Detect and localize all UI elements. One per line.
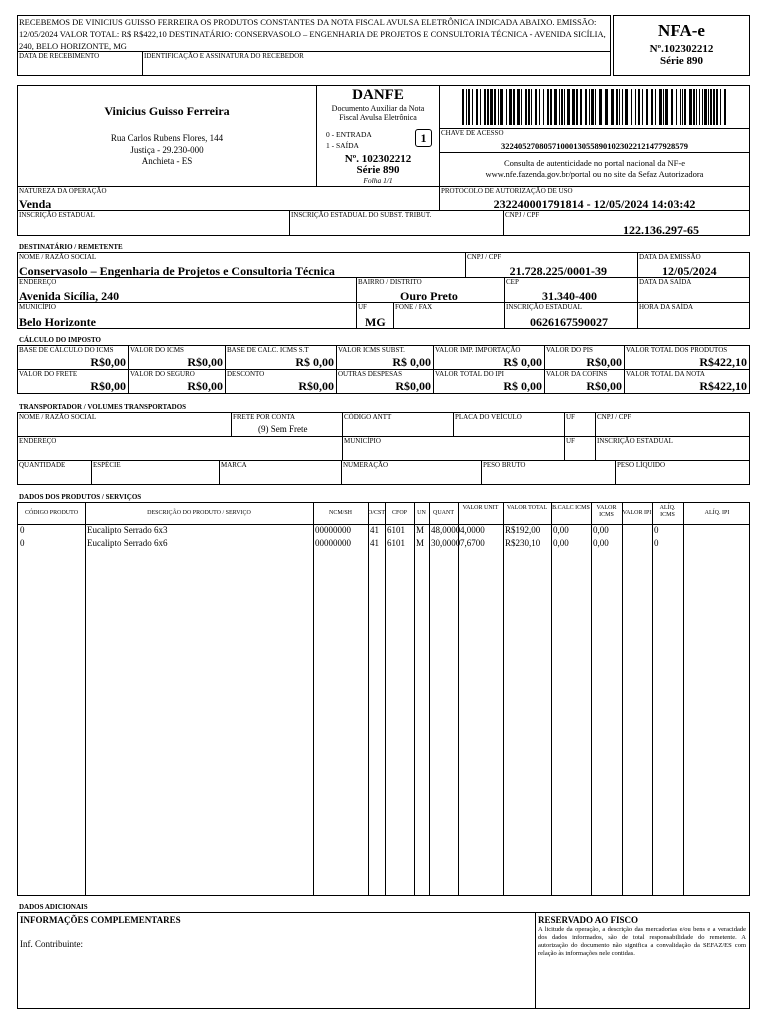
complementary-info-title: INFORMAÇÕES COMPLEMENTARES bbox=[20, 915, 181, 925]
net-weight-label: PESO LÍQUIDO bbox=[617, 461, 666, 469]
danfe-box bbox=[316, 85, 440, 187]
barcode-bar bbox=[484, 89, 486, 125]
products-cell-r1-c7: 48,0000 bbox=[431, 525, 461, 535]
tax-field-2-1 bbox=[17, 369, 129, 394]
tax-value: R$0,00 bbox=[298, 379, 334, 393]
reserved-fisco-title: RESERVADO AO FISCO bbox=[538, 915, 639, 925]
emitter-street: Rua Carlos Rubens Flores, 144 bbox=[110, 133, 224, 143]
products-column-divider bbox=[368, 503, 369, 895]
barcode-bar bbox=[554, 89, 557, 125]
recipient-city-value: Belo Horizonte bbox=[19, 315, 96, 329]
barcode-bar bbox=[550, 89, 552, 125]
gross-weight-label: PESO BRUTO bbox=[483, 461, 526, 469]
carrier-cnpj-label: CNPJ / CPF bbox=[597, 413, 632, 421]
tax-field-2-6 bbox=[544, 369, 625, 394]
tax-label: OUTRAS DESPESAS bbox=[338, 370, 402, 378]
barcode-bar bbox=[559, 89, 560, 125]
tax-field-1-6 bbox=[544, 345, 625, 370]
recipient-cep-label: CEP bbox=[506, 278, 519, 286]
tax-value: R$0,00 bbox=[90, 379, 126, 393]
barcode-bar bbox=[466, 89, 467, 125]
products-column-divider bbox=[652, 503, 653, 895]
products-cell-r2-c5: 6101 bbox=[387, 538, 405, 548]
carrier-city-field bbox=[342, 436, 565, 461]
emitter-name: Vinicius Guisso Ferreira bbox=[104, 104, 230, 118]
recipient-cnpj-value: 21.728.225/0001-39 bbox=[509, 264, 607, 278]
danfe-title: DANFE bbox=[352, 87, 404, 103]
barcode-bar bbox=[619, 89, 620, 125]
products-cell-r1-c9: R$192,00 bbox=[505, 525, 541, 535]
barcode-bar bbox=[710, 89, 712, 125]
danfe-exit: 1 - SAÍDA bbox=[326, 141, 359, 150]
barcode-bar bbox=[513, 89, 515, 125]
carrier-uf2-field bbox=[564, 436, 596, 461]
barcode-bar bbox=[509, 89, 512, 125]
tax-value: R$ 0,00 bbox=[503, 379, 542, 393]
nfa-title: NFA-e bbox=[658, 21, 705, 40]
products-header-13: ALÍQ. ICMS bbox=[659, 505, 676, 518]
emitter-cnpj-field bbox=[503, 210, 750, 236]
carrier-ie-label: INSCRIÇÃO ESTADUAL bbox=[597, 437, 673, 445]
products-header-12: VALOR IPI bbox=[622, 510, 652, 516]
barcode-bar bbox=[498, 89, 499, 125]
products-cell-r2-c13: 0 bbox=[654, 538, 659, 548]
emission-date-value: 12/05/2024 bbox=[662, 264, 717, 278]
products-cell-r2-c8: 7,6700 bbox=[460, 538, 485, 548]
products-cell-r1-c8: 4,0000 bbox=[460, 525, 485, 535]
tax-field-1-2 bbox=[128, 345, 226, 370]
barcode-bar bbox=[564, 89, 565, 125]
products-cell-r2-c11: 0,00 bbox=[593, 538, 609, 548]
ie-st-label: INSCRIÇÃO ESTADUAL DO SUBST. TRIBUT. bbox=[291, 211, 432, 219]
recipient-city-label: MUNICÍPIO bbox=[19, 303, 56, 311]
recipient-ie-value: 0626167590027 bbox=[530, 315, 608, 329]
recipient-address-label: ENDEREÇO bbox=[19, 278, 57, 286]
tax-field-2-3 bbox=[225, 369, 337, 394]
products-table bbox=[17, 502, 750, 896]
carrier-address-field bbox=[17, 436, 343, 461]
protocol-field bbox=[439, 186, 750, 211]
barcode-bar bbox=[535, 89, 537, 125]
recipient-ie-field bbox=[504, 302, 638, 329]
products-cell-r1-c6: M bbox=[416, 525, 425, 535]
tax-field-1-7 bbox=[624, 345, 750, 370]
emitter-box bbox=[17, 85, 317, 187]
barcode-bar bbox=[676, 89, 677, 125]
tax-field-2-5 bbox=[433, 369, 545, 394]
emitter-cnpj-value: 122.136.297-65 bbox=[623, 223, 699, 237]
products-cell-r1-c1: 0 bbox=[20, 525, 25, 535]
products-column-divider bbox=[385, 503, 386, 895]
ie-field bbox=[17, 210, 290, 236]
recipient-name-value: Conservasolo – Engenharia de Projetos e Consultoria Técnica bbox=[19, 264, 335, 278]
barcode-bar bbox=[472, 89, 473, 125]
exit-date-label: DATA DA SAÍDA bbox=[639, 278, 692, 286]
barcode-bar bbox=[720, 89, 721, 125]
barcode-bar bbox=[699, 89, 700, 125]
products-cell-r1-c10: 0,00 bbox=[553, 525, 569, 535]
additional-section-title: DADOS ADICIONAIS bbox=[19, 903, 88, 911]
barcode-bar bbox=[665, 89, 668, 125]
freight-field bbox=[231, 412, 343, 437]
recipient-uf-value: MG bbox=[365, 315, 386, 329]
tax-label: DESCONTO bbox=[227, 370, 265, 378]
barcode-bar bbox=[605, 89, 608, 125]
products-cell-r2-c2: Eucalipto Serrado 6x6 bbox=[87, 538, 168, 548]
carrier-uf-field bbox=[564, 412, 596, 437]
products-column-divider bbox=[622, 503, 623, 895]
products-cell-r1-c5: 6101 bbox=[387, 525, 405, 535]
tax-label: VALOR TOTAL DO IPI bbox=[435, 370, 504, 378]
emitter-city: Anchieta - ES bbox=[141, 156, 193, 166]
tax-label: VALOR DA COFINS bbox=[546, 370, 608, 378]
products-cell-r1-c13: 0 bbox=[654, 525, 659, 535]
products-header-2: DESCRIÇÃO DO PRODUTO / SERVIÇO bbox=[147, 510, 251, 516]
tax-field-1-3 bbox=[225, 345, 337, 370]
products-column-divider bbox=[683, 503, 684, 895]
tax-label: VALOR TOTAL DA NOTA bbox=[626, 370, 705, 378]
carrier-cnpj-field bbox=[595, 412, 750, 437]
danfe-subtitle-1: Documento Auxiliar da Nota bbox=[331, 104, 425, 113]
receipt-text: RECEBEMOS DE VINICIUS GUISSO FERREIRA OS PRODUTOS CONSTANTES DA NOTA FISCAL AVULSA ELETRÔNICA INDICADA ABAIXO. EMISSÃO: 12/05/2024 VALOR TOTAL: R$ R$422,10 DESTINATÁRIO: CONSERVASOLO – ENGENHARIA DE PROJETOS E CONSULTORIA TÉCNICA - AVENIDA SICÍLIA, 240, BELO HORIZONTE, MG bbox=[19, 17, 606, 51]
products-column-divider bbox=[313, 503, 314, 895]
tax-field-1-4 bbox=[336, 345, 434, 370]
barcode-bar bbox=[684, 89, 686, 125]
carrier-ie-field bbox=[595, 436, 750, 461]
products-column-divider bbox=[429, 503, 430, 895]
products-cell-r2-c4: 41 bbox=[370, 538, 379, 548]
ie-st-field bbox=[289, 210, 504, 236]
barcode-bar bbox=[580, 89, 582, 125]
protocol-value: 232240001791814 - 12/05/2024 14:03:42 bbox=[493, 197, 696, 211]
emitter-district: Justiça - 29.230-000 bbox=[130, 145, 204, 155]
recipient-phone-field bbox=[393, 302, 505, 329]
products-header-4: O/CST bbox=[368, 510, 386, 516]
barcode-bar bbox=[543, 89, 544, 125]
products-header-6: UN bbox=[417, 510, 426, 516]
products-cell-r1-c4: 41 bbox=[370, 525, 379, 535]
recipient-city-field bbox=[17, 302, 357, 329]
products-header-8: VALOR UNIT bbox=[462, 505, 499, 511]
tax-value: R$422,10 bbox=[699, 379, 747, 393]
products-column-divider bbox=[414, 503, 415, 895]
receipt-signature-label: IDENTIFICAÇÃO E ASSINATURA DO RECEBEDOR bbox=[144, 52, 304, 60]
receipt-date-label: DATA DE RECEBIMENTO bbox=[19, 52, 100, 60]
complementary-info-text: Inf. Contribuinte: bbox=[20, 939, 83, 949]
access-key-value[interactable]: 32240527080571000130558901023022121477928579 bbox=[501, 141, 688, 151]
nature-value: Venda bbox=[19, 197, 52, 211]
products-cell-r1-c2: Eucalipto Serrado 6x3 bbox=[87, 525, 168, 535]
tax-label: BASE DE CÁLCULO DO ICMS bbox=[19, 346, 114, 354]
danfe-entry: 0 - ENTRADA bbox=[326, 130, 372, 139]
barcode-bar bbox=[651, 89, 653, 125]
exit-date-field bbox=[637, 277, 750, 303]
recipient-district-value: Ouro Preto bbox=[400, 289, 458, 303]
tax-label: VALOR DO PIS bbox=[546, 346, 593, 354]
products-header-10: B.CALC ICMS bbox=[552, 505, 590, 511]
barcode-bar bbox=[506, 89, 507, 125]
tax-label: VALOR DO SEGURO bbox=[130, 370, 195, 378]
reserved-fisco-text: A licitude da operação, a descrição das mercadorias e/ou bens e a veracidade dos dados informados, são de total responsabilidade do remetente. A autorização do documento não significa a convalidação da SEFAZ/ES com relação às informações nele contidas. bbox=[538, 926, 746, 957]
tax-field-2-7 bbox=[624, 369, 750, 394]
barcode-bar bbox=[696, 89, 697, 125]
barcode-bar bbox=[589, 89, 590, 125]
barcode-bar bbox=[625, 89, 628, 125]
barcode-bar bbox=[567, 89, 570, 125]
barcode-bar bbox=[591, 89, 594, 125]
tax-field-2-4 bbox=[336, 369, 434, 394]
barcode-bar bbox=[635, 89, 636, 125]
products-cell-r2-c1: 0 bbox=[20, 538, 25, 548]
carrier-city-label: MUNICÍPIO bbox=[344, 437, 381, 445]
receipt-date-field[interactable] bbox=[17, 51, 143, 76]
barcode-bar bbox=[689, 89, 692, 125]
barcode-bar bbox=[642, 89, 643, 125]
barcode-bar bbox=[476, 89, 478, 125]
barcode-bar bbox=[682, 89, 683, 125]
recipient-ie-label: INSCRIÇÃO ESTADUAL bbox=[506, 303, 582, 311]
tax-value: R$ 0,00 bbox=[392, 355, 431, 369]
products-column-divider bbox=[503, 503, 504, 895]
volume-numbering-label: NUMERAÇÃO bbox=[343, 461, 389, 469]
barcode-bar bbox=[539, 89, 540, 125]
barcode-bar bbox=[585, 89, 587, 125]
recipient-district-field bbox=[356, 277, 505, 303]
protocol-label: PROTOCOLO DE AUTORIZAÇÃO DE USO bbox=[441, 187, 573, 195]
barcode-bar bbox=[561, 89, 563, 125]
volume-numbering-field bbox=[341, 460, 482, 485]
products-header-14: ALÍQ. IPI bbox=[704, 510, 730, 516]
carrier-address-label: ENDEREÇO bbox=[19, 437, 57, 445]
barcode-bar bbox=[704, 89, 707, 125]
barcode-bar bbox=[494, 89, 496, 125]
recipient-phone-label: FONE / FAX bbox=[395, 303, 433, 311]
emitter-cnpj-label: CNPJ / CPF bbox=[505, 211, 540, 219]
products-column-divider bbox=[85, 503, 86, 895]
products-column-divider bbox=[551, 503, 552, 895]
products-header-7: QUANT bbox=[433, 510, 454, 516]
barcode-bar bbox=[595, 89, 596, 125]
tax-value: R$0,00 bbox=[187, 355, 223, 369]
consult-box bbox=[439, 152, 750, 187]
emission-date-field bbox=[637, 252, 750, 278]
antt-field bbox=[342, 412, 454, 437]
tax-value: R$ 0,00 bbox=[295, 355, 334, 369]
danfe-type-box: 1 bbox=[415, 129, 432, 147]
carrier-name-field bbox=[17, 412, 232, 437]
exit-time-label: HORA DA SAÍDA bbox=[639, 303, 694, 311]
recipient-section-title: DESTINATÁRIO / REMETENTE bbox=[19, 243, 123, 251]
plate-label: PLACA DO VEÍCULO bbox=[455, 413, 522, 421]
danfe-number: Nº. 102302212 bbox=[344, 153, 412, 165]
barcode-bar bbox=[680, 89, 681, 125]
products-section-title: DADOS DOS PRODUTOS / SERVIÇOS bbox=[19, 493, 142, 501]
tax-value: R$0,00 bbox=[395, 379, 431, 393]
barcode-bar bbox=[724, 89, 726, 125]
barcode-bar bbox=[616, 89, 618, 125]
barcode-bar bbox=[490, 89, 493, 125]
freight-value: (9) Sem Frete bbox=[258, 424, 308, 434]
net-weight-field bbox=[615, 460, 750, 485]
barcode-bar bbox=[572, 89, 575, 125]
recipient-uf-label: UF bbox=[358, 303, 367, 311]
barcode-bar bbox=[611, 89, 614, 125]
barcode-bar bbox=[663, 89, 664, 125]
barcode-bar bbox=[638, 89, 640, 125]
tax-field-2-2 bbox=[128, 369, 226, 394]
freight-label: FRETE POR CONTA bbox=[233, 413, 296, 421]
barcode-bar bbox=[708, 89, 709, 125]
tax-label: VALOR DO ICMS bbox=[130, 346, 184, 354]
carrier-uf-label: UF bbox=[566, 413, 575, 421]
tax-value: R$422,10 bbox=[699, 355, 747, 369]
danfe-page: Folha 1/1 bbox=[363, 176, 393, 185]
access-key-box bbox=[439, 128, 750, 153]
nature-label: NATUREZA DA OPERAÇÃO bbox=[19, 187, 107, 195]
barcode-bar bbox=[528, 89, 530, 125]
volume-brand-label: MARCA bbox=[221, 461, 247, 469]
products-header-3: NCM/SH bbox=[328, 510, 352, 516]
danfe-series: Série 890 bbox=[356, 164, 400, 176]
barcode-bar bbox=[631, 89, 632, 125]
barcode-image bbox=[440, 86, 749, 128]
recipient-name-label: NOME / RAZÃO SOCIAL bbox=[19, 253, 97, 261]
products-column-divider bbox=[591, 503, 592, 895]
barcode-bar bbox=[531, 89, 532, 125]
recipient-uf-field bbox=[356, 302, 394, 329]
products-cell-r1-c11: 0,00 bbox=[593, 525, 609, 535]
barcode-bar bbox=[521, 89, 522, 125]
recipient-address-value: Avenida Sicília, 240 bbox=[19, 289, 120, 303]
barcode-bar bbox=[713, 89, 715, 125]
tax-field-1-1 bbox=[17, 345, 129, 370]
tax-value: R$ 0,00 bbox=[503, 355, 542, 369]
tax-label: VALOR IMP. IMPORTAÇÃO bbox=[435, 346, 521, 354]
products-cell-r2-c3: 00000000 bbox=[315, 538, 351, 548]
tax-value: R$0,00 bbox=[187, 379, 223, 393]
products-cell-r2-c10: 0,00 bbox=[553, 538, 569, 548]
antt-label: CÓDIGO ANTT bbox=[344, 413, 392, 421]
products-header-5: CFOP bbox=[391, 510, 407, 516]
products-cell-r2-c7: 30,0000 bbox=[431, 538, 461, 548]
tax-label: VALOR DO FRETE bbox=[19, 370, 78, 378]
carrier-name-label: NOME / RAZÃO SOCIAL bbox=[19, 413, 97, 421]
tax-label: BASE DE CALC. ICMS S.T bbox=[227, 346, 309, 354]
recipient-cep-field bbox=[504, 277, 638, 303]
consult-line-2: www.nfe.fazenda.gov.br/portal ou no site da Sefaz Autorizadora bbox=[485, 169, 704, 179]
barcode-bar bbox=[480, 89, 481, 125]
barcode-bar bbox=[646, 89, 648, 125]
ie-label: INSCRIÇÃO ESTADUAL bbox=[19, 211, 95, 219]
nfa-series: Série 890 bbox=[659, 55, 704, 67]
recipient-address-field bbox=[17, 277, 357, 303]
plate-field bbox=[453, 412, 565, 437]
products-column-divider bbox=[458, 503, 459, 895]
barcode-box bbox=[439, 85, 750, 129]
tax-label: VALOR ICMS SUBST. bbox=[338, 346, 405, 354]
nfa-box bbox=[613, 15, 750, 76]
volume-species-label: ESPÉCIE bbox=[93, 461, 121, 469]
emission-date-label: DATA DA EMISSÃO bbox=[639, 253, 701, 261]
tax-value: R$0,00 bbox=[90, 355, 126, 369]
products-header-11: VALOR ICMS bbox=[596, 505, 617, 518]
recipient-name-field bbox=[17, 252, 466, 278]
barcode-bar bbox=[693, 89, 695, 125]
tax-field-1-5 bbox=[433, 345, 545, 370]
tax-value: R$0,00 bbox=[586, 355, 622, 369]
recipient-cnpj-field bbox=[465, 252, 638, 278]
volume-qty-label: QUANTIDADE bbox=[19, 461, 66, 469]
reserved-fisco-box bbox=[535, 912, 750, 1009]
tax-label: VALOR TOTAL DOS PRODUTOS bbox=[626, 346, 728, 354]
products-cell-r2-c6: M bbox=[416, 538, 425, 548]
volume-brand-field bbox=[219, 460, 342, 485]
consult-line-1: Consulta de autenticidade no portal nacional da NF-e bbox=[503, 158, 686, 168]
receipt-signature-field[interactable] bbox=[142, 51, 611, 76]
barcode-bar bbox=[659, 89, 662, 125]
volume-qty-field bbox=[17, 460, 92, 485]
barcode-bar bbox=[576, 89, 578, 125]
products-cell-r1-c3: 00000000 bbox=[315, 525, 351, 535]
barcode-bar bbox=[599, 89, 602, 125]
products-cell-r2-c9: R$230,10 bbox=[505, 538, 541, 548]
access-key-label: CHAVE DE ACESSO bbox=[441, 129, 504, 137]
barcode-bar bbox=[487, 89, 489, 125]
nature-field bbox=[17, 186, 440, 211]
carrier-uf2-label: UF bbox=[566, 437, 575, 445]
recipient-cnpj-label: CNPJ / CPF bbox=[467, 253, 502, 261]
complementary-info-box bbox=[17, 912, 536, 1009]
barcode-bar bbox=[500, 89, 503, 125]
volume-species-field bbox=[91, 460, 220, 485]
barcode-bar bbox=[671, 89, 673, 125]
nfa-number: Nº.102302212 bbox=[649, 43, 714, 55]
products-header-1: CÓDIGO PRODUTO bbox=[24, 510, 79, 516]
barcode-bar bbox=[655, 89, 656, 125]
recipient-district-label: BAIRRO / DISTRITO bbox=[358, 278, 422, 286]
barcode-bar bbox=[525, 89, 527, 125]
tax-value: R$0,00 bbox=[586, 379, 622, 393]
barcode-bar bbox=[547, 89, 549, 125]
recipient-cep-value: 31.340-400 bbox=[542, 289, 597, 303]
tax-section-title: CÁLCULO DO IMPOSTO bbox=[19, 336, 101, 344]
exit-time-field bbox=[637, 302, 750, 329]
danfe-subtitle-2: Fiscal Avulsa Eletrônica bbox=[339, 113, 417, 122]
gross-weight-field bbox=[481, 460, 616, 485]
barcode-bar bbox=[517, 89, 520, 125]
barcode-bar bbox=[716, 89, 718, 125]
products-header-9: VALOR TOTAL bbox=[506, 505, 548, 511]
barcode-bar bbox=[702, 89, 703, 125]
barcode-bar bbox=[622, 89, 623, 125]
barcode-bar bbox=[462, 89, 464, 125]
barcode-bar bbox=[468, 89, 470, 125]
transport-section-title: TRANSPORTADOR / VOLUMES TRANSPORTADOS bbox=[19, 403, 187, 411]
